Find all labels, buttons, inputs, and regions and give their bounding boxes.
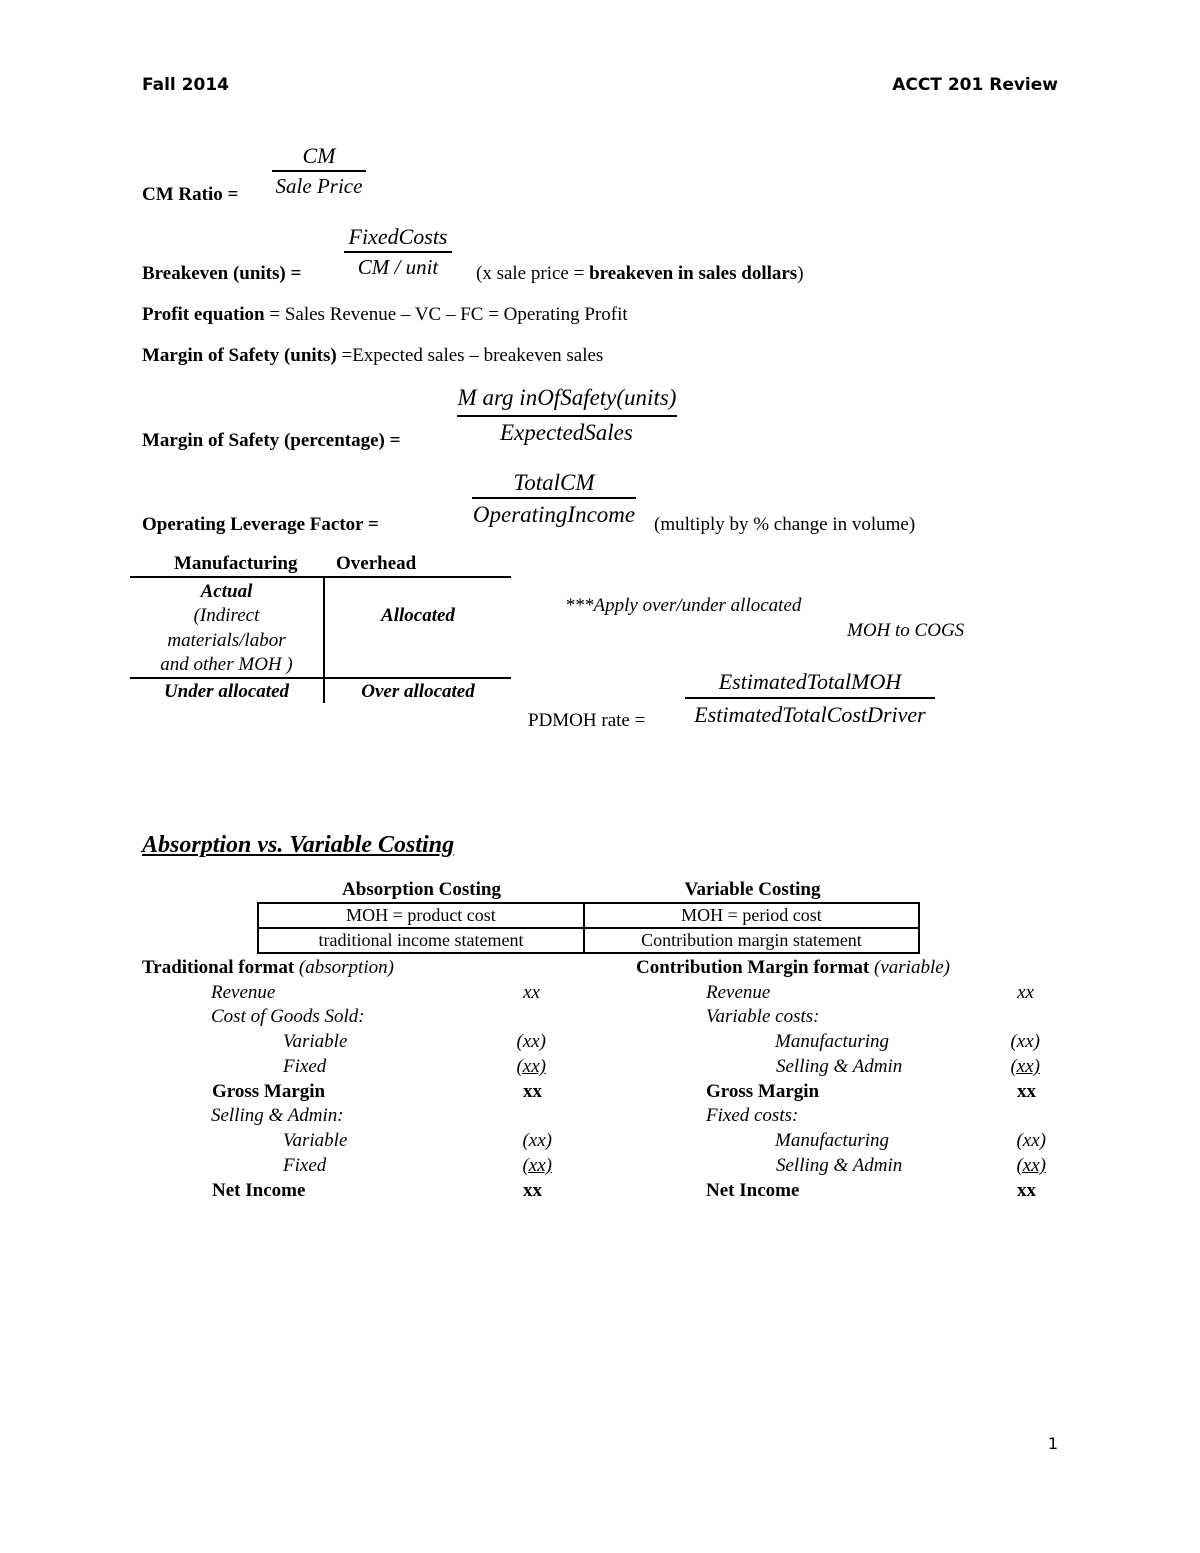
contribution-line-value: xx bbox=[1017, 1180, 1036, 1201]
taccount-title-right: Overhead bbox=[336, 553, 417, 574]
traditional-line-value: (xx) bbox=[516, 1031, 546, 1052]
table-row bbox=[258, 903, 919, 928]
olf-label: Operating Leverage Factor = bbox=[142, 514, 379, 535]
cm-ratio-fraction-bar bbox=[272, 170, 366, 172]
breakeven-fraction-bar bbox=[344, 251, 452, 253]
comparison-cell: traditional income statement bbox=[258, 928, 584, 953]
contribution-line-value: (xx) bbox=[1010, 1056, 1040, 1077]
traditional-line-label: Fixed bbox=[283, 1056, 327, 1077]
traditional-line-label: Cost of Goods Sold: bbox=[211, 1006, 365, 1027]
taccount-actual-detail-3: and other MOH ) bbox=[160, 654, 293, 675]
comparison-cell: MOH = product cost bbox=[258, 903, 584, 928]
breakeven-label: Breakeven (units) = bbox=[142, 263, 302, 284]
contribution-line-label: Fixed costs: bbox=[706, 1105, 799, 1126]
contribution-line-value: (xx) bbox=[1016, 1155, 1046, 1176]
section-title: Absorption vs. Variable Costing bbox=[142, 832, 455, 858]
comparison-header-variable: Variable Costing bbox=[684, 879, 821, 900]
traditional-line-value: xx bbox=[523, 982, 540, 1003]
taccount-allocated: Allocated bbox=[381, 605, 455, 626]
taccount-over-allocated: Over allocated bbox=[361, 681, 475, 702]
olf-note: (multiply by % change in volume) bbox=[654, 514, 916, 535]
header-left: Fall 2014 bbox=[142, 75, 229, 95]
comparison-table bbox=[257, 902, 920, 954]
taccount-note-line-2: MOH to COGS bbox=[847, 620, 965, 641]
comparison-cell: Contribution margin statement bbox=[584, 928, 919, 953]
page-number: 1 bbox=[1047, 1434, 1058, 1453]
taccount-actual-detail-1: (Indirect bbox=[193, 605, 260, 626]
table-row bbox=[258, 928, 919, 953]
contribution-line-label: Manufacturing bbox=[775, 1130, 889, 1151]
contribution-line-label: Variable costs: bbox=[706, 1006, 820, 1027]
breakeven-denominator: CM / unit bbox=[357, 255, 439, 279]
mos-percentage-label: Margin of Safety (percentage) = bbox=[142, 430, 401, 451]
mos-percentage-numerator: M arg inOfSafety(units) bbox=[457, 385, 677, 410]
cm-ratio-numerator: CM bbox=[302, 143, 336, 168]
contribution-title: Contribution Margin format (variable) bbox=[636, 957, 950, 978]
comparison-cell: MOH = period cost bbox=[584, 903, 919, 928]
contribution-line-value: xx bbox=[1017, 982, 1034, 1003]
pdmoh-fraction-bar bbox=[685, 697, 935, 699]
header-right: ACCT 201 Review bbox=[892, 75, 1058, 95]
traditional-line-value: (xx) bbox=[522, 1155, 552, 1176]
profit-equation: Profit equation = Sales Revenue – VC – FC = Operating Profit bbox=[142, 304, 628, 325]
traditional-line-value: xx bbox=[523, 1081, 542, 1102]
contribution-line-label: Net Income bbox=[706, 1180, 800, 1201]
comparison-header-absorption: Absorption Costing bbox=[342, 879, 501, 900]
contribution-line-label: Revenue bbox=[706, 982, 771, 1003]
taccount-title-left: Manufacturing bbox=[174, 553, 298, 574]
mos-percentage-fraction-bar bbox=[457, 415, 677, 417]
cm-ratio-label: CM Ratio = bbox=[142, 184, 239, 205]
taccount-bottom-line bbox=[130, 677, 511, 679]
breakeven-numerator: FixedCosts bbox=[348, 224, 448, 249]
traditional-line-value: xx bbox=[523, 1180, 542, 1201]
olf-numerator: TotalCM bbox=[513, 470, 595, 495]
taccount-actual: Actual bbox=[200, 581, 253, 602]
traditional-line-label: Selling & Admin: bbox=[211, 1105, 344, 1126]
olf-fraction-bar bbox=[472, 497, 636, 499]
contribution-line-label: Selling & Admin bbox=[776, 1155, 903, 1176]
contribution-line-value: (xx) bbox=[1016, 1130, 1046, 1151]
traditional-line-value: (xx) bbox=[516, 1056, 546, 1077]
traditional-line-value: (xx) bbox=[522, 1130, 552, 1151]
traditional-line-label: Fixed bbox=[283, 1155, 327, 1176]
contribution-line-label: Gross Margin bbox=[706, 1081, 820, 1102]
contribution-line-label: Manufacturing bbox=[775, 1031, 889, 1052]
pdmoh-label: PDMOH rate = bbox=[528, 710, 646, 731]
taccount-note-line-1: ***Apply over/under allocated bbox=[565, 595, 802, 616]
mos-units: Margin of Safety (units) =Expected sales – breakeven sales bbox=[142, 345, 604, 366]
contribution-line-label: Selling & Admin bbox=[776, 1056, 903, 1077]
pdmoh-numerator: EstimatedTotalMOH bbox=[718, 669, 902, 694]
olf-denominator: OperatingIncome bbox=[472, 502, 636, 527]
traditional-title: Traditional format (absorption) bbox=[142, 957, 394, 978]
pdmoh-denominator: EstimatedTotalCostDriver bbox=[694, 702, 926, 727]
contribution-line-value: xx bbox=[1017, 1081, 1036, 1102]
taccount-under-allocated: Under allocated bbox=[163, 681, 290, 702]
taccount-actual-detail-2: materials/labor bbox=[167, 630, 286, 651]
traditional-line-label: Revenue bbox=[211, 982, 276, 1003]
breakeven-note: (x sale price = breakeven in sales dollars) bbox=[476, 263, 804, 284]
traditional-line-label: Gross Margin bbox=[212, 1081, 326, 1102]
traditional-line-label: Variable bbox=[283, 1031, 348, 1052]
traditional-line-label: Variable bbox=[283, 1130, 348, 1151]
mos-percentage-denominator: ExpectedSales bbox=[500, 420, 633, 445]
traditional-line-label: Net Income bbox=[212, 1180, 306, 1201]
contribution-line-value: (xx) bbox=[1010, 1031, 1040, 1052]
taccount-top-line bbox=[130, 576, 511, 578]
cm-ratio-denominator: Sale Price bbox=[275, 174, 363, 198]
